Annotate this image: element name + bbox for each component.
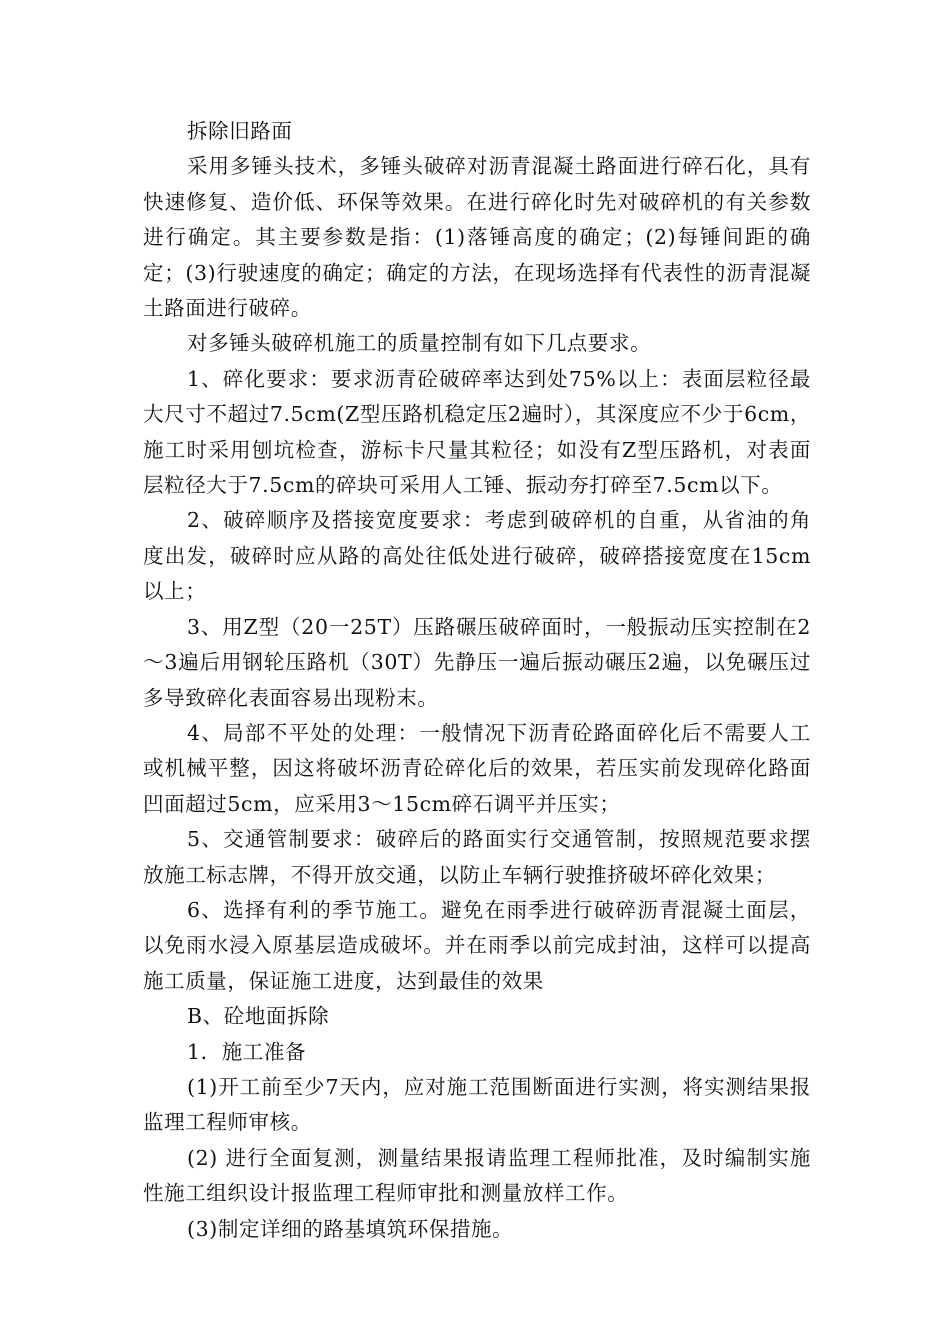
paragraph: 5、交通管制要求：破碎后的路面实行交通管制，按照规范要求摆放施工标志牌，不得开放交通，以防止车辆行驶推挤破坏碎化效果； [143, 827, 811, 887]
paragraph: 1、碎化要求：要求沥青砼破碎率达到处75%以上：表面层粒径最大尺寸不超过7.5cm(Z型压路机稳定压2遍时），其深度应不少于6cm，施工时采用刨坑检查，游标卡尺量其粒径；如没有Z型压路机，对表面层粒径大于7.5cm的碎块可采用人工锤、振动夯打碎至7.5cm以下。 [143, 366, 811, 498]
paragraph: 4、局部不平处的处理：一般情况下沥青砼路面碎化后不需要人工或机械平整，因这将破坏沥青砼碎化后的效果，若压实前发现碎化路面凹面超过5cm，应采用3～15cm碎石调平并压实； [143, 720, 811, 816]
paragraph: 3、用Z型（20一25T）压路碾压破碎面时，一般振动压实控制在2～3遍后用钢轮压路机（30T）先静压一遍后振动碾压2遍，以免碾压过多导致碎化表面容易出现粉末。 [143, 614, 811, 710]
subsection-heading: 1．施工准备 [187, 1039, 307, 1064]
paragraph: 6、选择有利的季节施工。避免在雨季进行破碎沥青混凝土面层，以免雨水浸入原基层造成破坏。并在雨季以前完成封油，这样可以提高施工质量，保证施工进度，达到最佳的效果 [143, 897, 811, 993]
paragraph: (3)制定详细的路基填筑环保措施。 [187, 1216, 514, 1241]
document-body [143, 114, 811, 1247]
paragraph: 2、破碎顺序及搭接宽度要求：考虑到破碎机的自重，从省油的角度出发，破碎时应从路的高处往低处进行破碎，破碎搭接宽度在15cm以上； [143, 508, 811, 604]
section-heading: B、砼地面拆除 [187, 1004, 330, 1029]
section-heading: 拆除旧路面 [187, 119, 293, 143]
paragraph: 对多锤头破碎机施工的质量控制有如下几点要求。 [187, 331, 652, 356]
paragraph: 采用多锤头技术，多锤头破碎对沥青混凝土路面进行碎石化，具有快速修复、造价低、环保等效果。在进行碎化时先对破碎机的有关参数进行确定。其主要参数是指：(1)落锤高度的确定；(2)每锤间距的确定；(3)行驶速度的确定；确定的方法，在现场选择有代表性的沥青混凝土路面进行破碎。 [143, 154, 811, 321]
paragraph: (1)开工前至少7天内，应对施工范围断面进行实测，将实测结果报监理工程师审核。 [143, 1074, 811, 1135]
paragraph: (2) 进行全面复测，测量结果报请监理工程师批准，及时编制实施性施工组织设计报监理工程师审批和测量放样工作。 [143, 1145, 811, 1206]
